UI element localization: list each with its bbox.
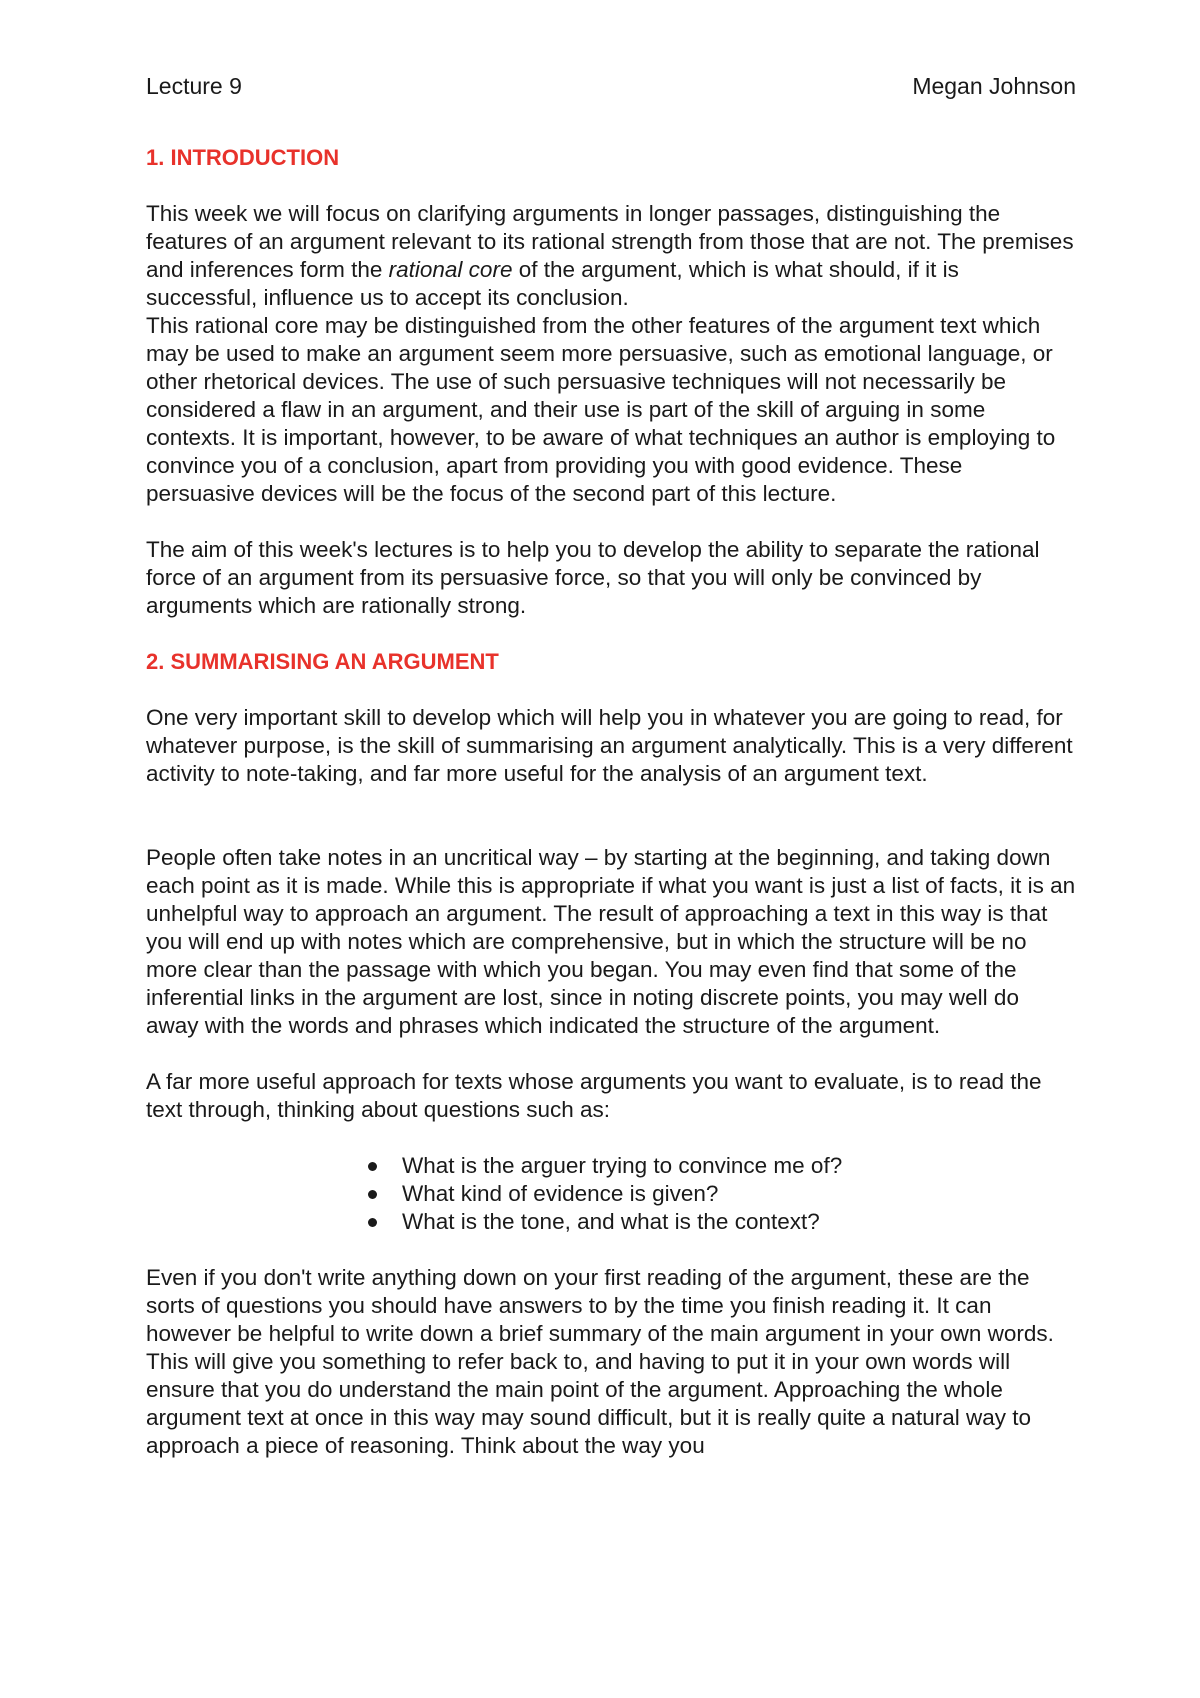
intro-p1-text-after: of the argument, which is what should, if it is successful, influence us to accept its conclusion. (146, 257, 959, 310)
section-heading-introduction: 1. INTRODUCTION (146, 145, 340, 170)
intro-paragraph-3: The aim of this week's lectures is to help you to develop the ability to separate the rational force of an argument from its persuasive force, so that you will only be convinced by arguments which are rationally strong. (146, 537, 1040, 618)
list-item (366, 1208, 1076, 1236)
summarising-paragraph-3: A far more useful approach for texts whose arguments you want to evaluate, is to read the text through, thinking about questions such as: (146, 1069, 1042, 1122)
question-text: What is the arguer trying to convince me of? (402, 1153, 843, 1178)
question-list (146, 1152, 1076, 1236)
intro-paragraph-2: This rational core may be distinguished from the other features of the argument text which may be used to make an argument seem more persuasive, such as emotional language, or other rhetorical devices. The use of such persuasive techniques will not necessarily be considered a flaw in an argument, and their use is part of the skill of arguing in some contexts. It is important, however, to be aware of what techniques an author is employing to convince you of a conclusion, apart from providing you with good evidence. These persuasive devices will be the focus of the second part of this lecture. (146, 313, 1056, 506)
header-lecture-label: Lecture 9 (146, 73, 242, 99)
question-text: What kind of evidence is given? (402, 1181, 719, 1206)
list-item (366, 1152, 1076, 1180)
bullet-icon (368, 1162, 377, 1171)
intro-p1-italic-term: rational core (388, 257, 513, 282)
bullet-icon (368, 1190, 377, 1199)
summarising-paragraph-2: People often take notes in an uncritical way – by starting at the beginning, and taking down each point as it is made. While this is appropriate if what you want is just a list of facts, it is an unhelpful way to approach an argument. The result of approaching a text in this way is that you will end up with notes which are comprehensive, but in which the structure will be no more clear than the passage with which you began. You may even find that some of the inferential links in the argument are lost, since in noting discrete points, you may well do away with the words and phrases which indicated the structure of the argument. (146, 845, 1076, 1038)
summarising-paragraph-4: Even if you don't write anything down on your first reading of the argument, these are the sorts of questions you should have answers to by the time you finish reading it. It can however be helpful to write down a brief summary of the main argument in your own words. This will give you something to refer back to, and having to put it in your own words will ensure that you do understand the main point of the argument. Approaching the whole argument text at once in this way may sound difficult, but it is really quite a natural way to approach a piece of reasoning. Think about the way you (146, 1265, 1054, 1458)
document-page (146, 70, 1076, 1460)
header-author-name: Megan Johnson (912, 73, 1076, 99)
section-heading-summarising: 2. SUMMARISING AN ARGUMENT (146, 649, 499, 674)
bullet-icon (368, 1218, 377, 1227)
list-item (366, 1180, 1076, 1208)
page-header (146, 70, 1076, 102)
question-text: What is the tone, and what is the context? (402, 1209, 820, 1234)
intro-p1-text-before: This week we will focus on clarifying arguments in longer passages, distinguishing the features of an argument relevant to its rational strength from those that are not. The premises and inferences form the (146, 201, 1074, 282)
intro-paragraph-1 (146, 200, 1076, 312)
summarising-paragraph-1: One very important skill to develop which will help you in whatever you are going to read, for whatever purpose, is the skill of summarising an argument analytically. This is a very different activity to note-taking, and far more useful for the analysis of an argument text. (146, 705, 1073, 786)
